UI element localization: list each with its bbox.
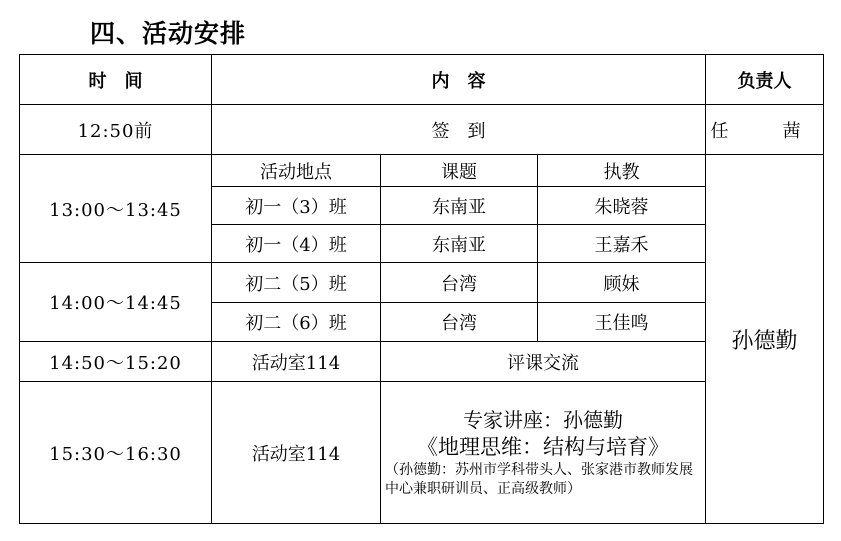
main-responsible: 孙德勤 xyxy=(706,155,824,524)
class-location: 初一（4）班 xyxy=(212,225,381,263)
lecture-title: 专家讲座：孙德勤 xyxy=(463,407,623,432)
class-topic: 东南亚 xyxy=(381,187,538,225)
lecture-note: （孙德勤：苏州市学科带头人、张家港市教师发展中心兼职研训员、正高级教师） xyxy=(385,461,693,497)
header-time: 时 间 xyxy=(20,55,212,105)
review-row xyxy=(20,342,824,382)
lecture-topic: 《地理思维：结构与培育》 xyxy=(417,434,669,459)
signin-row xyxy=(20,105,824,155)
signin-content: 签 到 xyxy=(212,105,706,155)
class-location: 初二（5）班 xyxy=(212,263,381,303)
class-topic: 台湾 xyxy=(381,303,538,342)
sub-header-row xyxy=(20,155,824,187)
header-content: 内 容 xyxy=(212,55,706,105)
class-location: 初一（3）班 xyxy=(212,187,381,225)
class-teacher: 王嘉禾 xyxy=(538,225,706,263)
section-heading: 四、活动安排 xyxy=(90,19,247,48)
class-location: 初二（6）班 xyxy=(212,303,381,342)
review-location: 活动室114 xyxy=(212,342,381,382)
lecture-row xyxy=(20,382,824,524)
signin-responsible: 任 茜 xyxy=(706,105,824,155)
lecture-location: 活动室114 xyxy=(212,382,381,524)
class-teacher: 王佳鸣 xyxy=(538,303,706,342)
header-responsible: 负责人 xyxy=(706,55,824,105)
lecture-content xyxy=(381,382,706,524)
class-topic: 东南亚 xyxy=(381,225,538,263)
table-row xyxy=(20,263,824,303)
block1-time: 13:00～13:45 xyxy=(20,155,212,263)
signin-time: 12:50前 xyxy=(20,105,212,155)
review-content: 评课交流 xyxy=(381,342,706,382)
class-topic: 台湾 xyxy=(381,263,538,303)
block2-time: 14:00～14:45 xyxy=(20,263,212,342)
sub-header-topic: 课题 xyxy=(381,155,538,187)
lecture-time: 15:30～16:30 xyxy=(20,382,212,524)
sub-header-location: 活动地点 xyxy=(212,155,381,187)
sub-header-teacher: 执教 xyxy=(538,155,706,187)
header-row xyxy=(20,55,824,105)
schedule-table xyxy=(19,54,824,524)
review-time: 14:50～15:20 xyxy=(20,342,212,382)
class-teacher: 顾妹 xyxy=(538,263,706,303)
class-teacher: 朱晓蓉 xyxy=(538,187,706,225)
